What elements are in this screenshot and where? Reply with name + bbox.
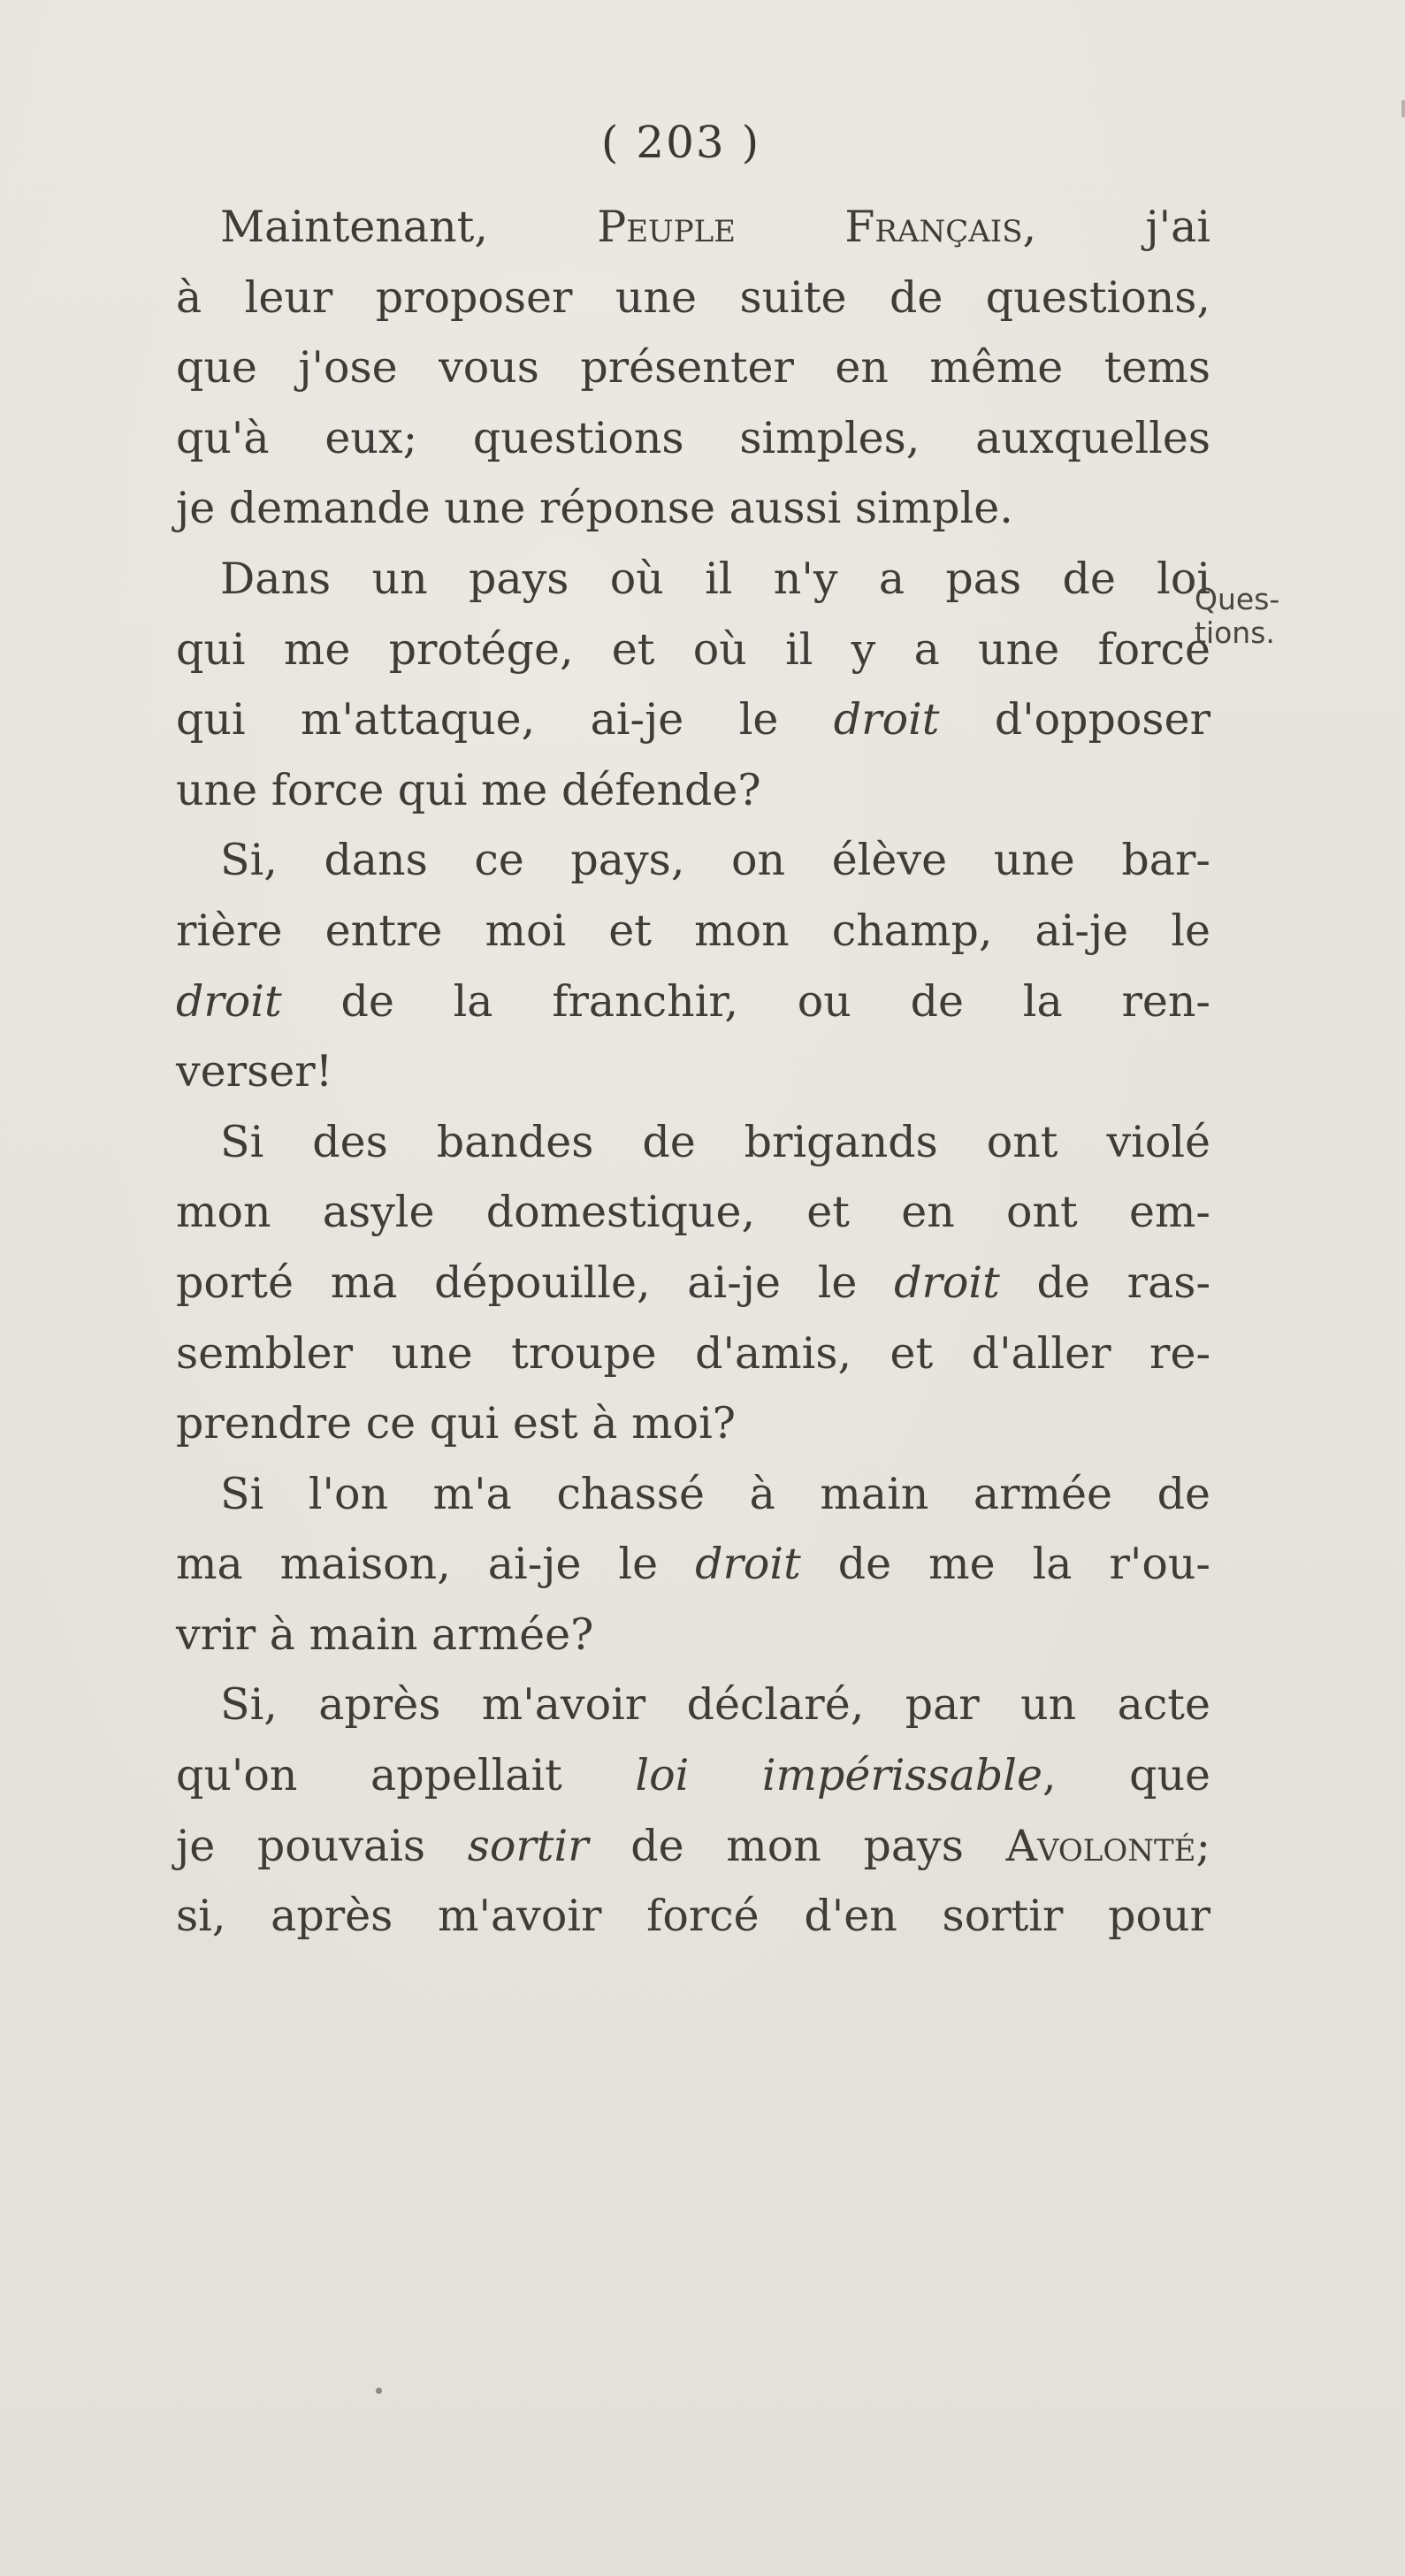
text-line — [176, 1670, 1210, 1740]
small-caps-text: Avolonté — [1005, 1820, 1196, 1871]
text-line — [176, 1248, 1210, 1319]
italic-text: droit — [176, 975, 282, 1027]
text-line — [176, 1529, 1210, 1600]
text-line — [176, 333, 1210, 403]
text-span: , j'ai — [1022, 202, 1210, 252]
italic-text: sortir — [467, 1820, 589, 1871]
text-span: rière entre moi et mon champ, ai-je le — [176, 905, 1210, 956]
text-span: d'opposer — [939, 694, 1210, 745]
text-span: Si, après m'avoir déclaré, par un acte — [220, 1679, 1210, 1731]
text-span: qu'à eux; questions simples, auxquelles — [176, 412, 1210, 463]
italic-text: droit — [695, 1539, 801, 1590]
text-line — [176, 1459, 1210, 1530]
text-line — [176, 1177, 1210, 1248]
text-line — [176, 403, 1210, 474]
text-span: Si des bandes de brigands ont violé — [220, 1116, 1210, 1167]
text-span: prendre ce qui est à moi? — [176, 1398, 737, 1449]
text-line — [176, 825, 1210, 896]
text-line — [176, 1881, 1210, 1952]
text-line — [176, 263, 1210, 333]
text-span: , que — [1042, 1750, 1210, 1801]
text-span: je demande une réponse aussi simple. — [176, 483, 1013, 534]
text-line — [176, 1811, 1210, 1882]
text-span: qu'on appellait — [176, 1750, 636, 1801]
small-caps-text: Peuple Français — [597, 202, 1023, 252]
text-span: vrir à main armée? — [176, 1609, 594, 1660]
text-span: à leur proposer une suite de questions, — [176, 271, 1210, 323]
text-span: Maintenant, — [220, 202, 598, 252]
text-line — [176, 967, 1210, 1037]
text-span: mon asyle domestique, et en ont em- — [176, 1187, 1210, 1238]
text-line — [176, 896, 1210, 967]
text-span: verser! — [176, 1046, 333, 1097]
body-text — [176, 192, 1210, 1952]
margin-note — [1195, 583, 1345, 650]
italic-text: loi impérissable — [635, 1750, 1042, 1801]
text-line — [176, 1388, 1210, 1459]
page-header: ( 203 ) — [600, 117, 761, 168]
text-span: de me la r'ou- — [800, 1539, 1210, 1590]
text-span: de ras- — [999, 1257, 1210, 1308]
text-line — [176, 1600, 1210, 1670]
text-line — [176, 1319, 1210, 1389]
text-span: ; — [1195, 1820, 1210, 1871]
text-span: une force qui me défende? — [176, 764, 761, 815]
text-span: de la franchir, ou de la ren- — [281, 975, 1210, 1027]
text-line — [176, 473, 1210, 544]
text-span: porté ma dépouille, ai-je le — [176, 1257, 895, 1308]
paper-speck — [1401, 100, 1405, 118]
text-line — [176, 1740, 1210, 1811]
text-line — [176, 1036, 1210, 1107]
text-span: Si l'on m'a chassé à main armée de — [220, 1468, 1210, 1519]
text-span: que j'ose vous présenter en même tems — [176, 342, 1210, 394]
paper-speck — [376, 2388, 382, 2394]
text-span: sembler une troupe d'amis, et d'aller re- — [176, 1327, 1210, 1379]
margin-note-line-2: tions. — [1195, 615, 1275, 650]
text-line — [176, 544, 1210, 615]
text-line — [176, 1107, 1210, 1178]
text-span: qui me protége, et où il y a une force — [176, 623, 1210, 675]
text-line — [176, 684, 1210, 755]
text-span: Dans un pays où il n'y a pas de loi — [220, 553, 1210, 604]
text-span: qui m'attaque, ai-je le — [176, 694, 834, 745]
text-line — [176, 615, 1210, 685]
text-line — [176, 755, 1210, 826]
text-span: je pouvais — [176, 1820, 468, 1871]
italic-text: droit — [894, 1257, 1000, 1308]
text-span: Si, dans ce pays, on élève une bar- — [220, 835, 1210, 886]
text-span: de mon pays — [588, 1820, 1006, 1871]
italic-text: droit — [833, 694, 940, 745]
margin-note-line-1: Ques- — [1195, 582, 1280, 616]
text-line — [176, 192, 1210, 263]
text-span: si, après m'avoir forcé d'en sortir pour — [176, 1891, 1210, 1942]
text-span: ma maison, ai-je le — [176, 1539, 696, 1590]
